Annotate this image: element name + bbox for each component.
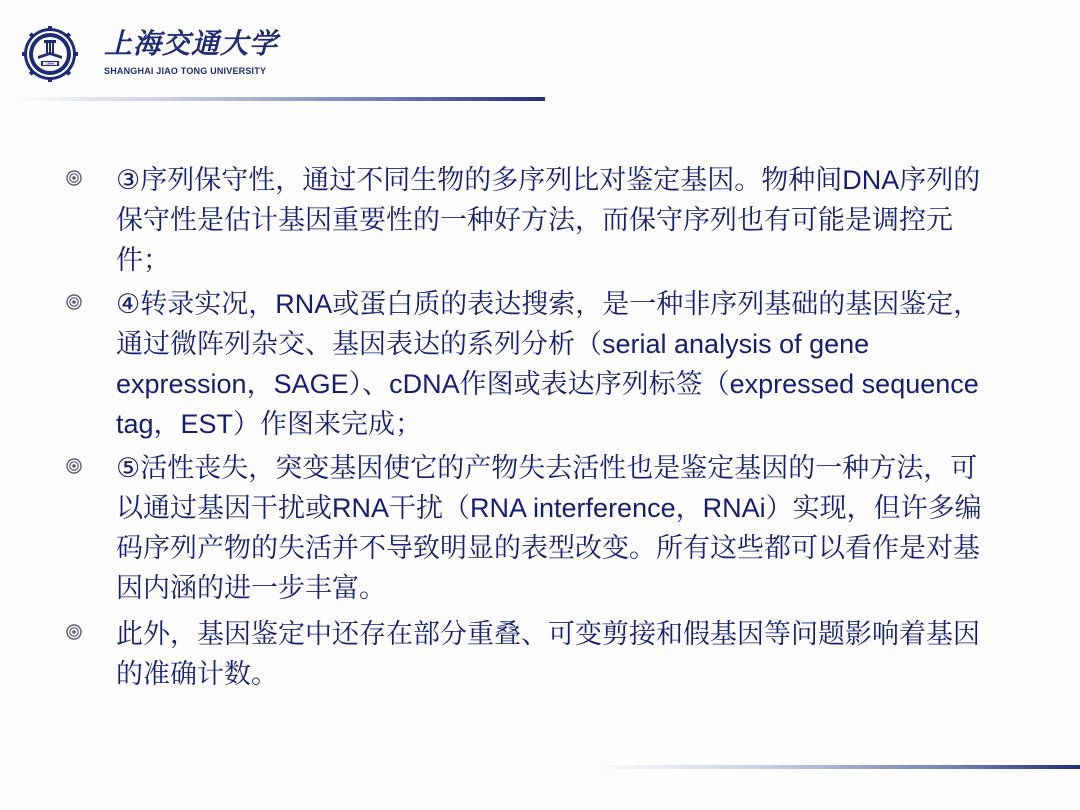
target-bullet-icon [66, 624, 82, 640]
bullet-text: ③序列保守性，通过不同生物的多序列比对鉴定基因。物种间DNA序列的保守性是估计基因重要性的一种好方法，而保守序列也有可能是调控元件； [116, 165, 981, 275]
bullet-text: ⑤活性丧失，突变基因使它的产物失去活性也是鉴定基因的一种方法，可以通过基因干扰或RNA干扰（RNA interference，RNAi）实现，但许多编码序列产物的失活并不导致明显的表型改变。所有这些都可以看作是对基因内涵的进一步丰富。 [116, 453, 982, 603]
footer-divider [590, 765, 1080, 769]
target-bullet-icon [66, 170, 82, 186]
bullet-text: ④转录实况，RNA或蛋白质的表达搜索，是一种非序列基础的基因鉴定，通过微阵列杂交、基因表达的系列分析（serial analysis of gene expression，SAGE）、cDNA作图或表达序列标签（expressed sequence tag，EST）作图来完成； [116, 289, 981, 439]
target-bullet-icon [66, 458, 82, 474]
bullet-text: 此外，基因鉴定中还存在部分重叠、可变剪接和假基因等问题影响着基因的准确计数。 [116, 619, 980, 689]
target-bullet-icon [66, 294, 82, 310]
university-name-chinese: 上海交通大学 [104, 27, 279, 60]
university-name-english: SHANGHAI JIAO TONG UNIVERSITY [104, 66, 267, 76]
svg-text:1896: 1896 [45, 61, 55, 66]
